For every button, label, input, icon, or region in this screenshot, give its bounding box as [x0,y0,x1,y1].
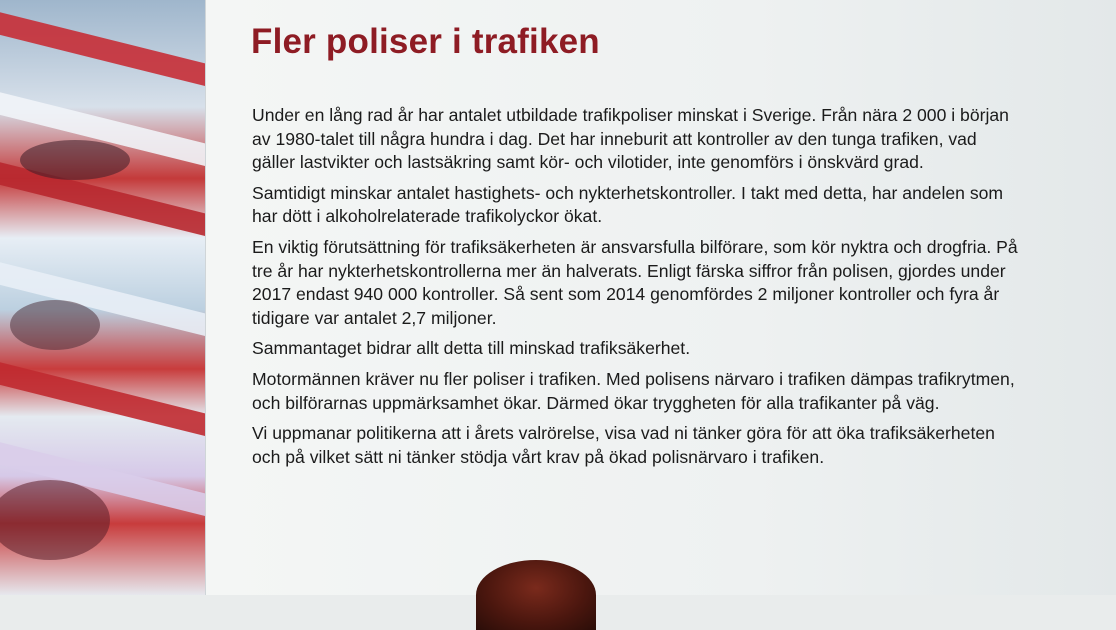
paragraph: En viktig förutsättning för trafiksäkerheten är ansvarsfulla bilförare, som kör nyktra och drogfria. På tre år har nykterhetskontrollerna mer än halverats. Enligt färska siffror från polisen, gjordes under 2017 endast 940 000 kontroller. Så sent som 2014 genomfördes 2 miljoner kontroller och fyra år tidigare var antalet 2,7 miljoner. [252,236,1018,328]
paragraph: Vi uppmanar politikerna att i årets valrörelse, visa vad ni tänker göra för att öka trafiksäkerheten och på vilket sätt ni tänker stödja vårt krav på ökad polisnärvaro i trafiken. [252,423,995,467]
decorative-stripe [0,9,205,93]
decorative-shape [10,300,100,350]
decorative-shape [20,140,130,180]
slide-title: Fler poliser i trafiken [251,22,600,61]
decorative-stripe [0,359,205,443]
paragraph: Under en lång rad år har antalet utbildade trafikpoliser minskat i Sverige. Från nära 2 000 i början av 1980-talet till några hundra i dag. Det har inneburit att kontroller av den tunga trafiken, vad gäller lastvikter och lastsäkring samt kör- och vilotider, inte genomförs i önskvärd grad. [252,105,1009,173]
paragraph: Motormännen kräver nu fler poliser i trafiken. Med polisens närvaro i trafiken dämpas trafikrytmen, och bilförarnas uppmärksamhet ökar. Därmed ökar tryggheten för alla trafikanter på väg. [252,368,1015,413]
paragraph: Sammantaget bidrar allt detta till minskad trafiksäkerhet. [252,338,691,359]
speaker-head-silhouette [476,560,596,630]
decorative-photo-panel [0,0,205,595]
decorative-shape [0,480,110,560]
presentation-slide [205,0,1116,595]
paragraph: Samtidigt minskar antalet hastighets- och nykterhetskontroller. I takt med detta, har andelen som har dött i alkoholrelaterade trafikolyckor ökat. [252,182,1004,227]
slide-body [252,104,1022,476]
